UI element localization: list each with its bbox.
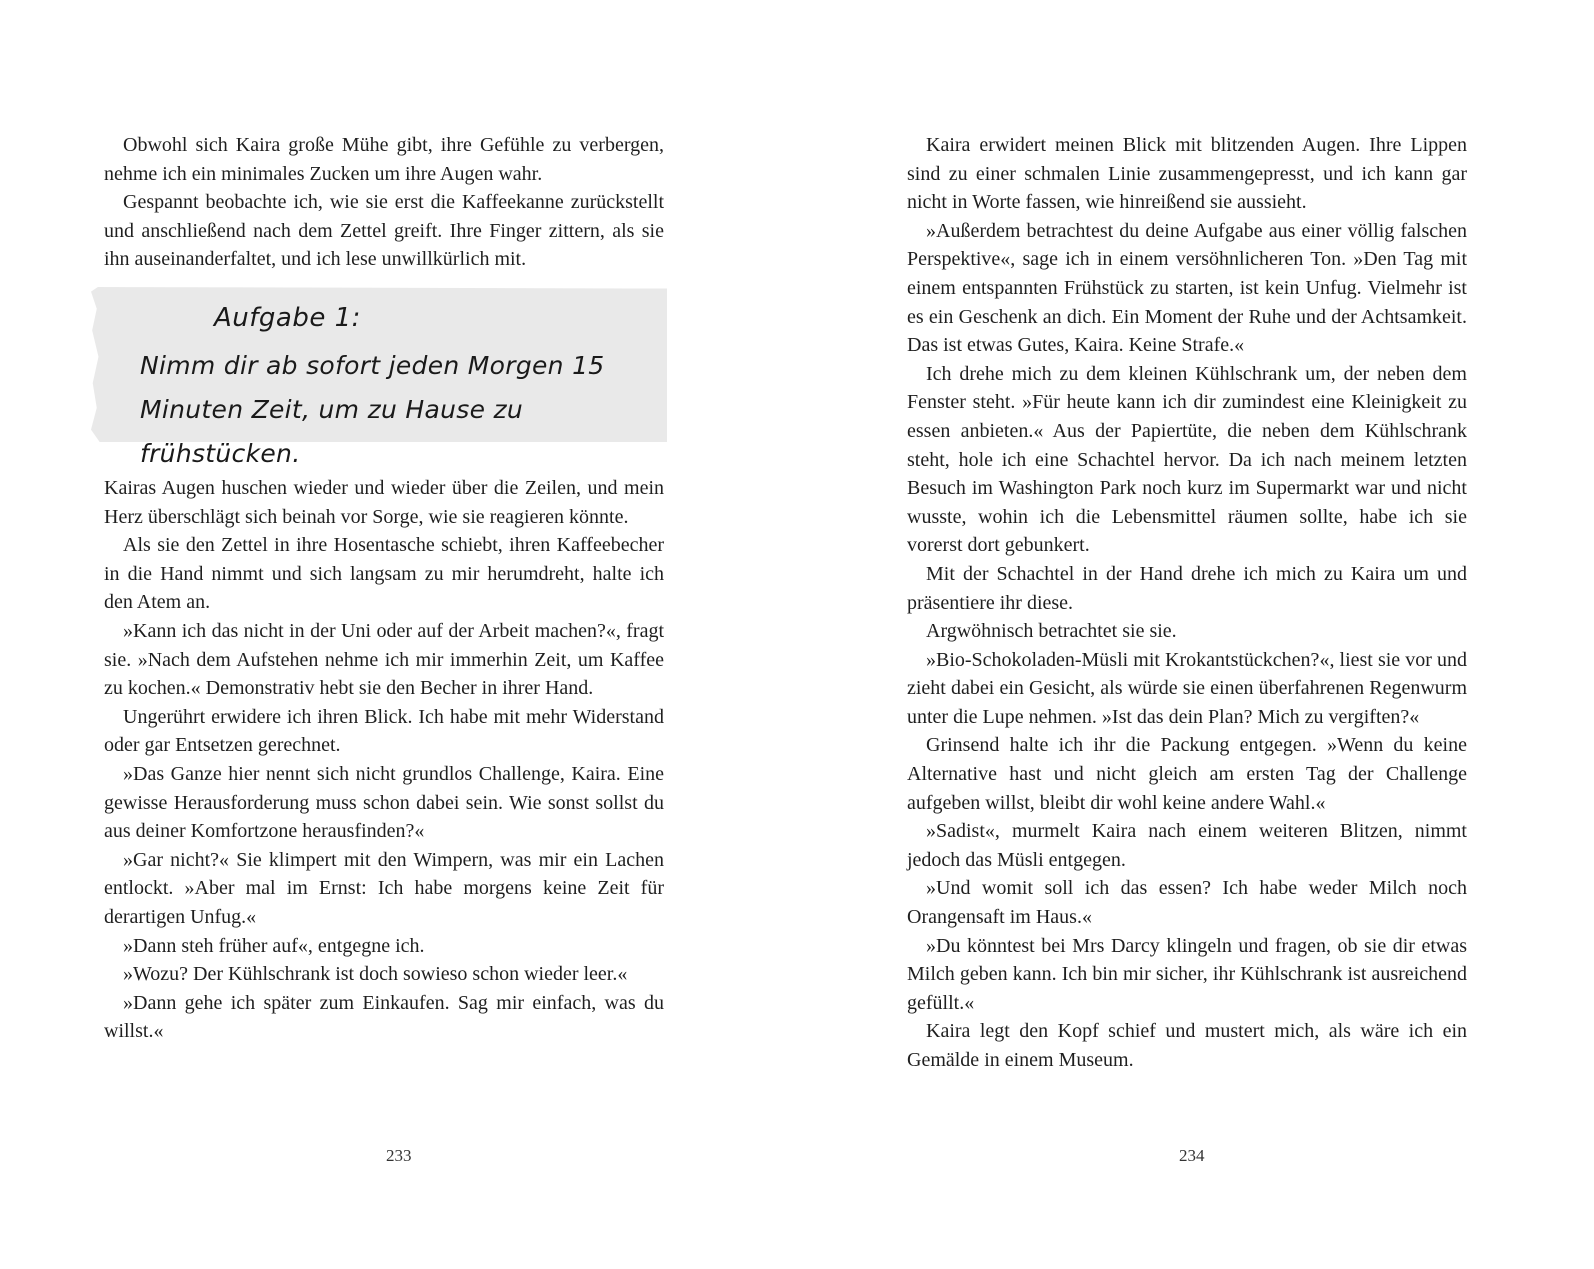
note-body: Nimm dir ab sofort jeden Morgen 15 Minuten Zeit, um zu Hause zu frühstücken. xyxy=(140,351,605,468)
paragraph: Ich drehe mich zu dem kleinen Kühlschrank um, der neben dem Fenster steht. »Für heute kann ich dir zumindest eine Kleinigkeit zu essen anbieten.« Aus der Papiertüte, die neben dem Kühlschrank steht, hole ich eine Schachtel hervor. Da ich nach meinem letzten Besuch im Washington Park noch kurz im Supermarkt war und nicht wusste, wohin ich die Lebensmittel räumen sollte, habe ich sie vorerst dort gebunkert. xyxy=(907,362,1467,557)
paragraph: Kaira erwidert meinen Blick mit blitzenden Augen. Ihre Lippen sind zu einer schmalen Linie zusammengepresst, und ich kann gar nicht in Worte fassen, wie hinreißend sie aussieht. xyxy=(907,134,1467,214)
paragraph: Grinsend halte ich ihr die Packung entgegen. »Wenn du keine Alternative hast und nicht gleich am ersten Tag der Challenge aufgeben willst, bleibt dir wohl keine andere Wahl.« xyxy=(907,734,1467,814)
paragraph: Als sie den Zettel in ihre Hosentasche schiebt, ihren Kaffeebecher in die Hand nimmt und sich langsam zu mir herumdreht, halte ich den Atem an. xyxy=(104,534,664,614)
left-page-text-bottom xyxy=(104,474,664,1046)
paragraph: »Dann steh früher auf«, entgegne ich. xyxy=(123,934,425,957)
paragraph: »Gar nicht?« Sie klimpert mit den Wimpern, was mir ein Lachen entlockt. »Aber mal im Ernst: Ich habe morgens keine Zeit für derartigen Unfug.« xyxy=(104,848,664,928)
paragraph: Obwohl sich Kaira große Mühe gibt, ihre Gefühle zu verbergen, nehme ich ein minimales Zucken um ihre Augen wahr. xyxy=(104,134,664,185)
paragraph: »Sadist«, murmelt Kaira nach einem weiteren Blitzen, nimmt jedoch das Müsli entgegen. xyxy=(907,820,1467,871)
paragraph: Kairas Augen huschen wieder und wieder über die Zeilen, und mein Herz überschlägt sich beinah vor Sorge, wie sie reagieren könnte. xyxy=(104,477,664,528)
paragraph: »Außerdem betrachtest du deine Aufgabe aus einer völlig falschen Perspektive«, sage ich in einem versöhnlicheren Ton. »Den Tag mit einem entspannten Frühstück zu starten, ist kein Unfug. Vielmehr ist es ein Geschenk an dich. Ein Moment der Ruhe und der Achtsamkeit. Das ist etwas Gutes, Kaira. Keine Strafe.« xyxy=(907,219,1467,357)
paragraph: Ungerührt erwidere ich ihren Blick. Ich habe mit mehr Widerstand oder gar Entsetzen gerechnet. xyxy=(104,705,664,757)
page-number: 233 xyxy=(386,1146,412,1165)
paragraph: »Bio-Schokoladen-Müsli mit Krokantstückchen?«, liest sie vor und zieht dabei ein Gesicht, als würde sie einen überfahrenen Regenwurm unter die Lupe nehmen. »Ist das dein Plan? Mich zu vergiften?« xyxy=(907,648,1467,728)
paragraph: »Das Ganze hier nennt sich nicht grundlos Challenge, Kaira. Eine gewisse Herausforderung muss schon dabei sein. Wie sonst sollst du aus deiner Komfortzone herausfinden?« xyxy=(104,762,664,843)
paragraph: »Wozu? Der Kühlschrank ist doch sowieso schon wieder leer.« xyxy=(123,963,628,986)
paragraph: Argwöhnisch betrachtet sie sie. xyxy=(926,620,1177,643)
right-page-text xyxy=(907,131,1467,1075)
paragraph: »Kann ich das nicht in der Uni oder auf der Arbeit machen?«, fragt sie. »Nach dem Aufstehen nehme ich mir immerhin Zeit, um Kaffee zu kochen.« Demonstrativ hebt sie den Becher in ihrer Hand. xyxy=(104,619,664,700)
paragraph: »Dann gehe ich später zum Einkaufen. Sag mir einfach, was du willst.« xyxy=(104,991,664,1043)
paragraph: »Und womit soll ich das essen? Ich habe weder Milch noch Orangensaft im Haus.« xyxy=(907,877,1467,929)
page-number: 234 xyxy=(1179,1146,1205,1165)
paragraph: Kaira legt den Kopf schief und mustert mich, als wäre ich ein Gemälde in einem Museum. xyxy=(907,1020,1467,1071)
note-title: Aufgabe 1: xyxy=(214,303,361,333)
right-page xyxy=(797,0,1594,1269)
paragraph: »Du könntest bei Mrs Darcy klingeln und fragen, ob sie dir etwas Milch geben kann. Ich bin mir sicher, ihr Kühlschrank ist ausreichend gefüllt.« xyxy=(907,934,1467,1014)
paragraph: Gespannt beobachte ich, wie sie erst die Kaffeekanne zurückstellt und anschließend nach dem Zettel greift. Ihre Finger zittern, als sie ihn auseinanderfaltet, und ich lese unwillkürlich mit. xyxy=(104,191,664,271)
paragraph: Mit der Schachtel in der Hand drehe ich mich zu Kaira um und präsentiere ihr diese. xyxy=(907,562,1467,614)
